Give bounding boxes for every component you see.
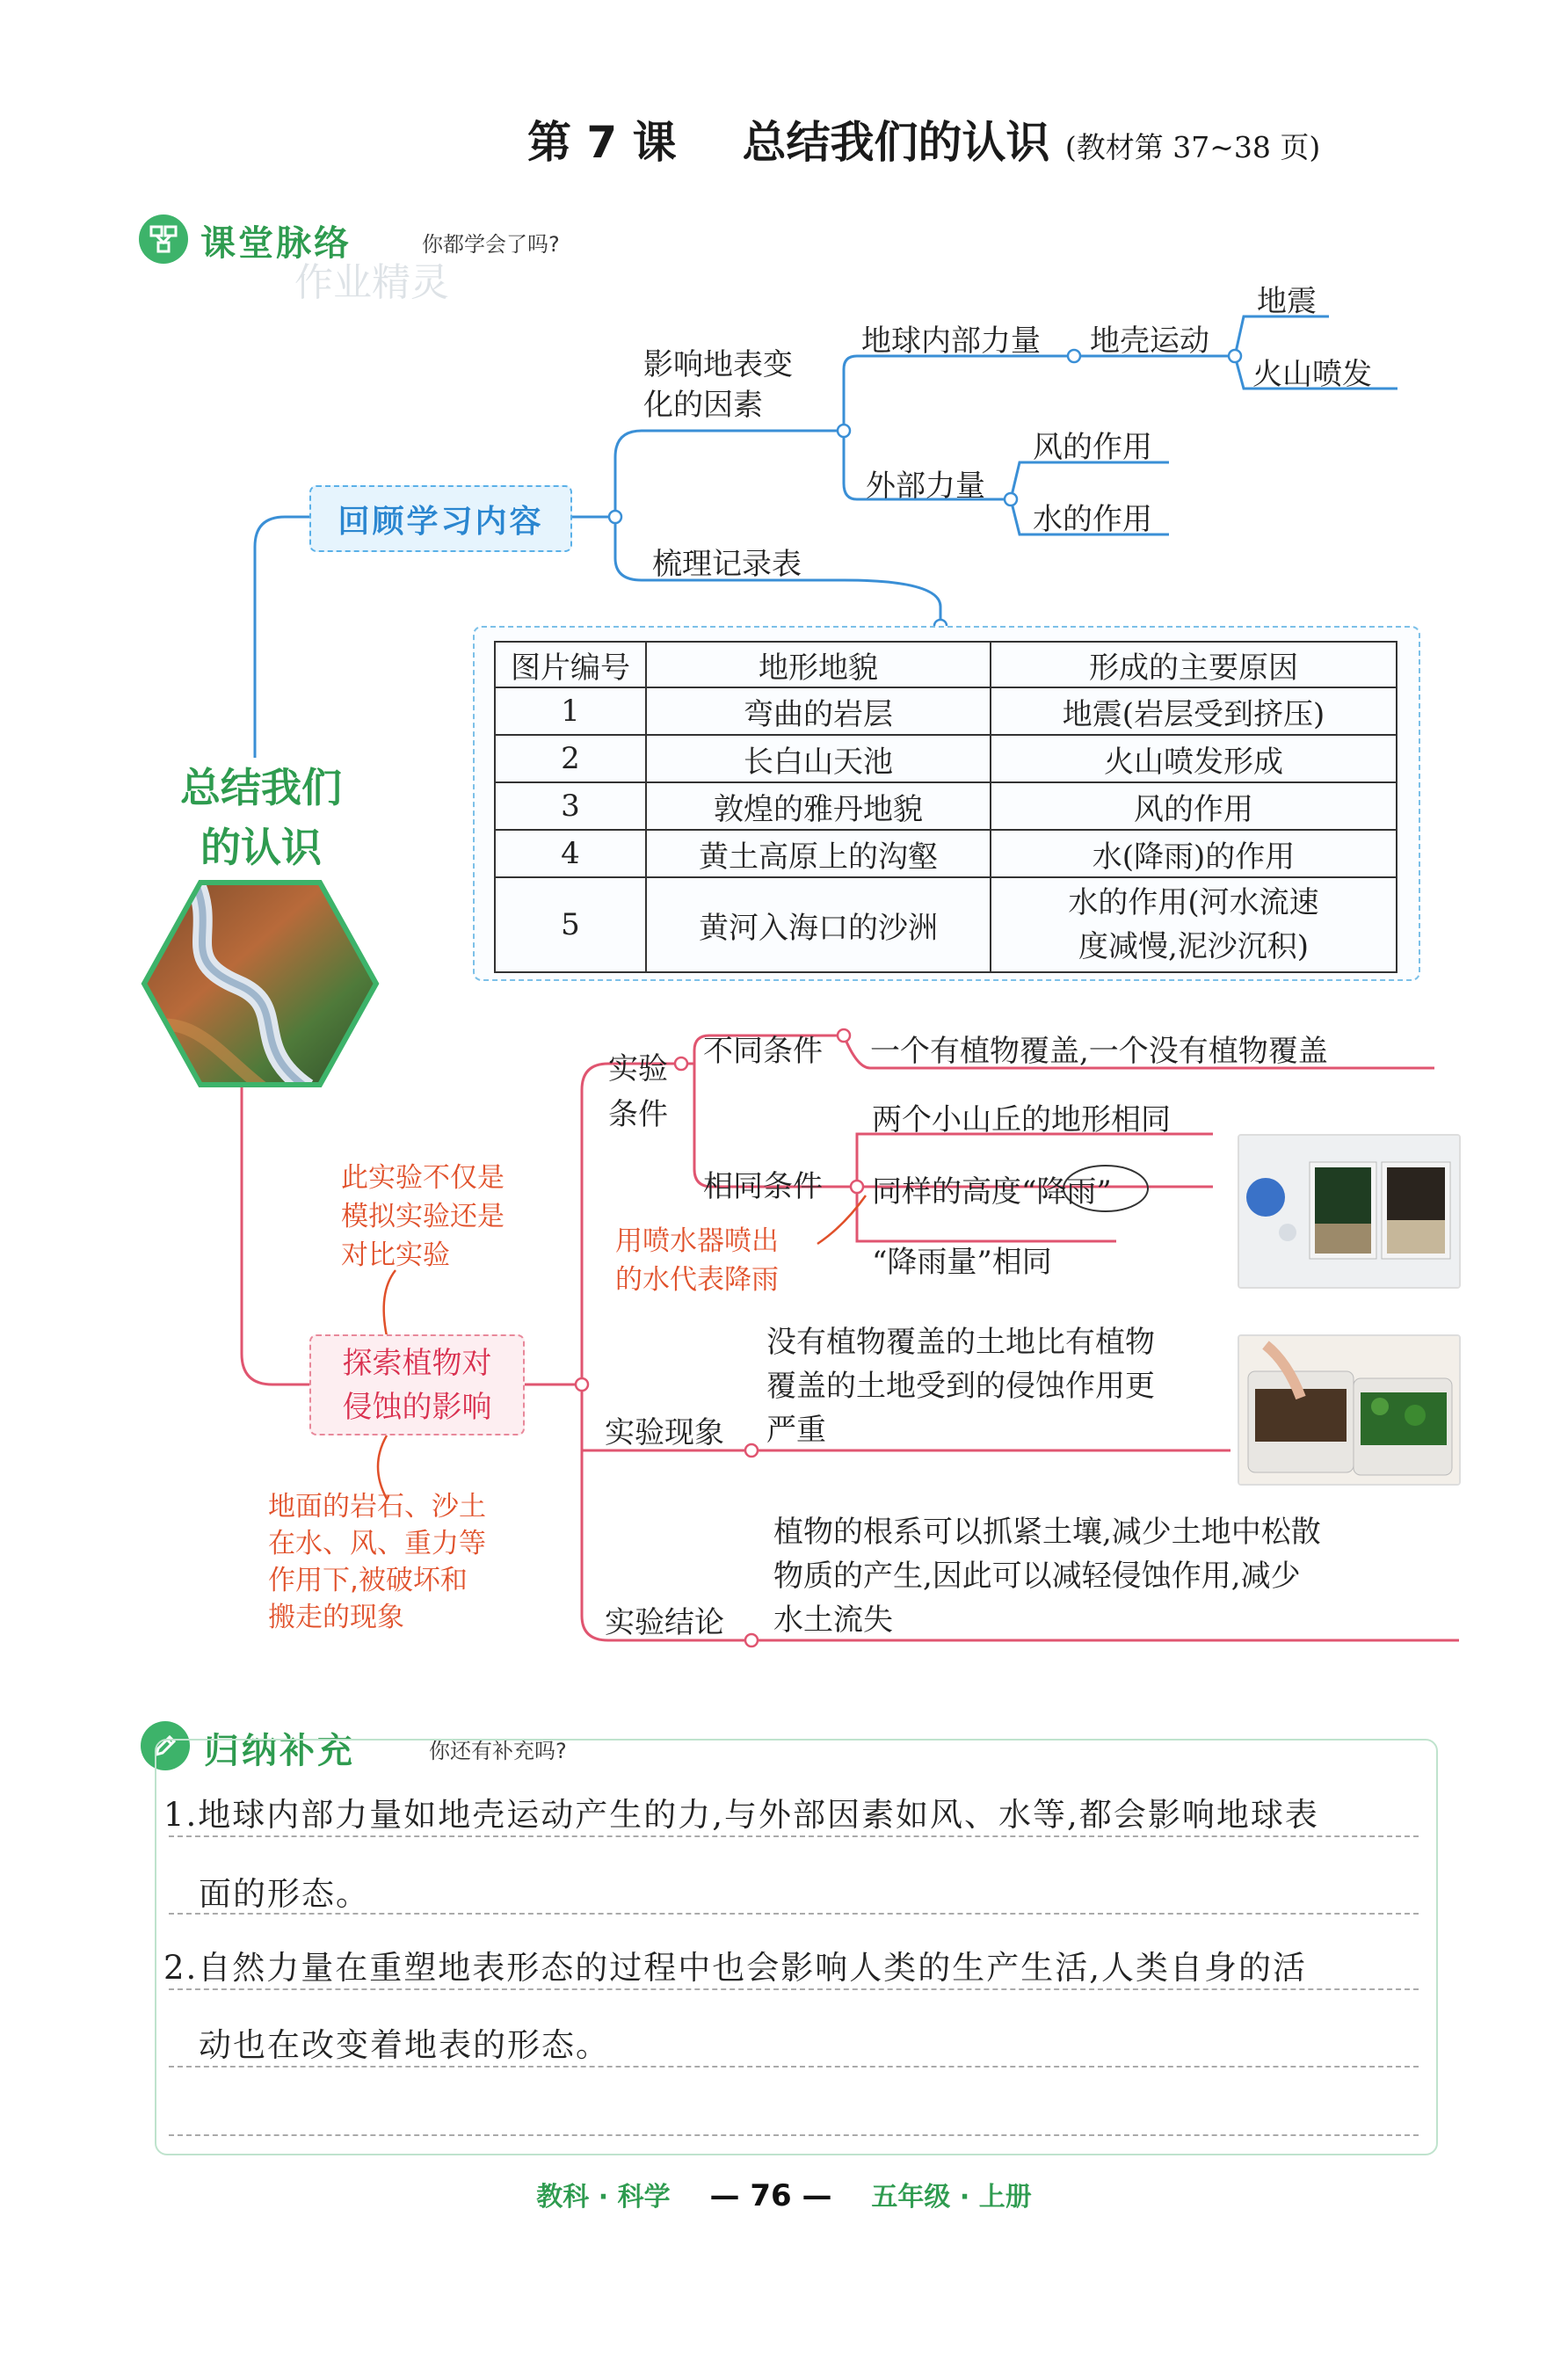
explore-line1: 探索植物对 <box>342 1346 492 1381</box>
watermark: 作业精灵 <box>294 260 449 305</box>
water-effect-label: 水的作用 <box>1033 502 1152 537</box>
header-cause: 形成的主要原因 <box>991 642 1397 687</box>
note-line: 此实验不仅是 <box>341 1162 505 1194</box>
note-line: 作用下,被破坏和 <box>268 1565 468 1596</box>
section-subtitle-classroom: 你都学会了吗? <box>422 232 560 257</box>
cell-no: 5 <box>495 877 646 972</box>
conditions-label <box>608 1046 668 1137</box>
note-line: 用喷水器喷出 <box>615 1225 779 1257</box>
note-line: 在水、风、重力等 <box>268 1528 486 1559</box>
external-force-label: 外部力量 <box>866 469 985 504</box>
page-footer <box>0 2175 1568 2213</box>
phenomenon-label: 实验现象 <box>605 1415 724 1450</box>
record-table-container <box>473 626 1420 981</box>
note-spray-rain <box>615 1222 779 1299</box>
summary-item-2-line1: 2.自然力量在重塑地表形态的过程中也会影响人类的生产生活,人类自身的活 <box>163 1949 1308 1987</box>
conditions-line2: 条件 <box>608 1097 668 1132</box>
experiment-setup-photo <box>1238 1134 1461 1289</box>
note-line: 的水代表降雨 <box>615 1264 779 1296</box>
record-table-label: 梳理记录表 <box>652 547 802 582</box>
phenomenon-line: 覆盖的土地受到的侵蚀作用更 <box>766 1369 1155 1404</box>
section-subtitle-summary: 你还有补充吗? <box>429 1739 567 1763</box>
note-comparison-experiment <box>341 1159 505 1275</box>
river-hexagon-image <box>141 879 380 1088</box>
experiment-result-photo <box>1238 1334 1461 1486</box>
wind-effect-label: 风的作用 <box>1033 430 1152 465</box>
cell-landform: 长白山天池 <box>646 735 991 782</box>
note-line: 对比实验 <box>341 1239 450 1271</box>
section-heading-classroom: 课堂脉络 <box>200 223 352 264</box>
summary-item-2-line2: 动也在改变着地表的形态。 <box>199 2026 610 2064</box>
note-line: 搬走的现象 <box>268 1602 404 1633</box>
table-row <box>495 687 1397 735</box>
central-topic-line1: 总结我们 <box>180 764 342 811</box>
note-line: 模拟实验还是 <box>341 1201 505 1232</box>
cell-cause: 地震(岩层受到挤压) <box>991 687 1397 735</box>
table-row <box>495 877 1397 972</box>
textbook-pages: (教材第 37~38 页) <box>1064 130 1321 164</box>
same-condition-label: 相同条件 <box>703 1169 823 1204</box>
explore-experiment-box <box>309 1334 525 1435</box>
factors-label <box>643 345 793 425</box>
lesson-name: 总结我们的认识 <box>742 117 1050 168</box>
phenomenon-line: 严重 <box>766 1413 826 1448</box>
cell-landform: 黄河入海口的沙洲 <box>646 877 991 972</box>
cell-landform: 弯曲的岩层 <box>646 687 991 735</box>
writing-line <box>169 1913 1419 1915</box>
summary-item-1-line2: 面的形态。 <box>199 1875 370 1913</box>
same-condition-1: 两个小山丘的地形相同 <box>872 1102 1171 1137</box>
footer-subject: 教科 · 科学 <box>536 2182 671 2213</box>
summary-box <box>155 1739 1438 2155</box>
cell-cause-line1: 水的作用(河水流速 <box>1068 885 1319 920</box>
note-line: 地面的岩石、沙土 <box>268 1491 486 1523</box>
table-row <box>495 782 1397 830</box>
conclusion-line: 植物的根系可以抓紧土壤,减少土地中松散 <box>773 1515 1321 1550</box>
header-landform: 地形地貌 <box>646 642 991 687</box>
conclusion-line: 水土流失 <box>773 1603 893 1638</box>
central-topic <box>160 758 362 877</box>
table-row <box>495 735 1397 782</box>
review-box-label: 回顾学习内容 <box>338 503 544 540</box>
header-picture-no: 图片编号 <box>495 642 646 687</box>
record-table <box>494 641 1397 973</box>
factors-line1: 影响地表变 <box>643 347 793 382</box>
same-condition-2: 同样的高度“降雨” <box>872 1174 1112 1210</box>
section-heading-summary: 归纳补充 <box>204 1731 355 1771</box>
cell-cause <box>991 877 1397 972</box>
writing-line <box>169 2066 1419 2068</box>
conclusion-label: 实验结论 <box>605 1605 724 1640</box>
cell-no: 1 <box>495 687 646 735</box>
different-condition-text: 一个有植物覆盖,一个没有植物覆盖 <box>870 1034 1328 1069</box>
note-erosion-definition <box>268 1488 486 1636</box>
cell-no: 2 <box>495 735 646 782</box>
conclusion-text <box>773 1510 1321 1642</box>
cell-cause: 火山喷发形成 <box>991 735 1397 782</box>
writing-line <box>169 1988 1419 1990</box>
cell-landform: 黄土高原上的沟壑 <box>646 830 991 877</box>
explore-line2: 侵蚀的影响 <box>342 1390 492 1425</box>
conclusion-line: 物质的产生,因此可以减轻侵蚀作用,减少 <box>773 1559 1301 1594</box>
footer-grade: 五年级 · 上册 <box>871 2182 1032 2213</box>
same-condition-3: “降雨量”相同 <box>872 1245 1052 1280</box>
cell-cause: 风的作用 <box>991 782 1397 830</box>
crust-movement-label: 地壳运动 <box>1090 323 1209 359</box>
volcano-label: 火山喷发 <box>1252 357 1372 392</box>
conditions-line1: 实验 <box>608 1051 668 1087</box>
internal-force-label: 地球内部力量 <box>861 323 1041 359</box>
summary-item-1-line1: 1.地球内部力量如地壳运动产生的力,与外部因素如风、水等,都会影响地球表 <box>163 1796 1319 1834</box>
different-condition-label: 不同条件 <box>703 1034 823 1069</box>
cell-landform: 敦煌的雅丹地貌 <box>646 782 991 830</box>
lesson-number: 第 7 课 <box>527 117 677 168</box>
review-content-box <box>309 485 572 552</box>
table-header-row <box>495 642 1397 687</box>
earthquake-label: 地震 <box>1257 284 1317 319</box>
writing-line <box>169 2134 1419 2136</box>
writing-line <box>169 1835 1419 1837</box>
cell-no: 4 <box>495 830 646 877</box>
factors-line2: 化的因素 <box>643 388 763 423</box>
cell-no: 3 <box>495 782 646 830</box>
page-number: — 76 — <box>709 2178 832 2213</box>
phenomenon-text <box>766 1320 1155 1452</box>
table-row <box>495 830 1397 877</box>
cell-cause: 水(降雨)的作用 <box>991 830 1397 877</box>
central-topic-line2: 的认识 <box>200 824 322 871</box>
phenomenon-line: 没有植物覆盖的土地比有植物 <box>766 1325 1155 1360</box>
cell-cause-line2: 度减慢,泥沙沉积) <box>1078 929 1310 964</box>
